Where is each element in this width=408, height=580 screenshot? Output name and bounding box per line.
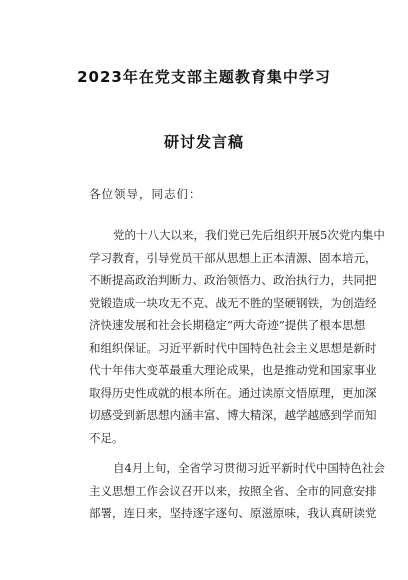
paragraph-line: 党的十八大以来，我们党已先后组织开展5次党内集中: [113, 228, 385, 242]
paragraph-line: 部署，连日来，坚持逐字逐句、原滋原味，我认真研读党: [89, 506, 377, 520]
paragraph-line: 主义思想工作会议召开以来，按照全省、全市的同意安排: [89, 483, 377, 498]
document-title-line-2: 研讨发言稿: [163, 133, 244, 151]
paragraph-line: 不足。: [89, 430, 124, 445]
document-title-line-1: 2023年在党支部主题教育集中学习: [77, 68, 331, 86]
paragraph-line: 济快速发展和社会长期稳定“两大奇迹”提供了根本思想: [89, 318, 366, 332]
paragraph-line: 学习教育，引导党员干部从思想上正本清源、固本培元，: [89, 250, 377, 265]
paragraph-2: [89, 457, 385, 525]
salutation: 各位领导，同志们：: [89, 187, 202, 201]
paragraph-line: 取得历史性成就的根本所在。通过读原文悟原理，更加深: [89, 385, 377, 400]
paragraph-line: 切感受到新思想内涵丰富、博大精深，越学越感到学而知: [89, 408, 377, 422]
paragraph-line: 不断提高政治判断力、政治领悟力、政治执行力，共同把: [89, 273, 377, 287]
paragraph-1: [89, 224, 385, 449]
paragraph-line: 代十年伟大变革最重大理论成果，也是推动党和国家事业: [89, 363, 377, 377]
paragraph-line: 自4月上旬，全省学习贯彻习近平新时代中国特色社会: [113, 461, 385, 475]
paragraph-line: 和组织保证。习近平新时代中国特色社会主义思想是新时: [89, 340, 377, 355]
paragraph-line: 党锻造成一块攻无不克、战无不胜的坚硬钢铁，为创造经: [89, 295, 377, 310]
